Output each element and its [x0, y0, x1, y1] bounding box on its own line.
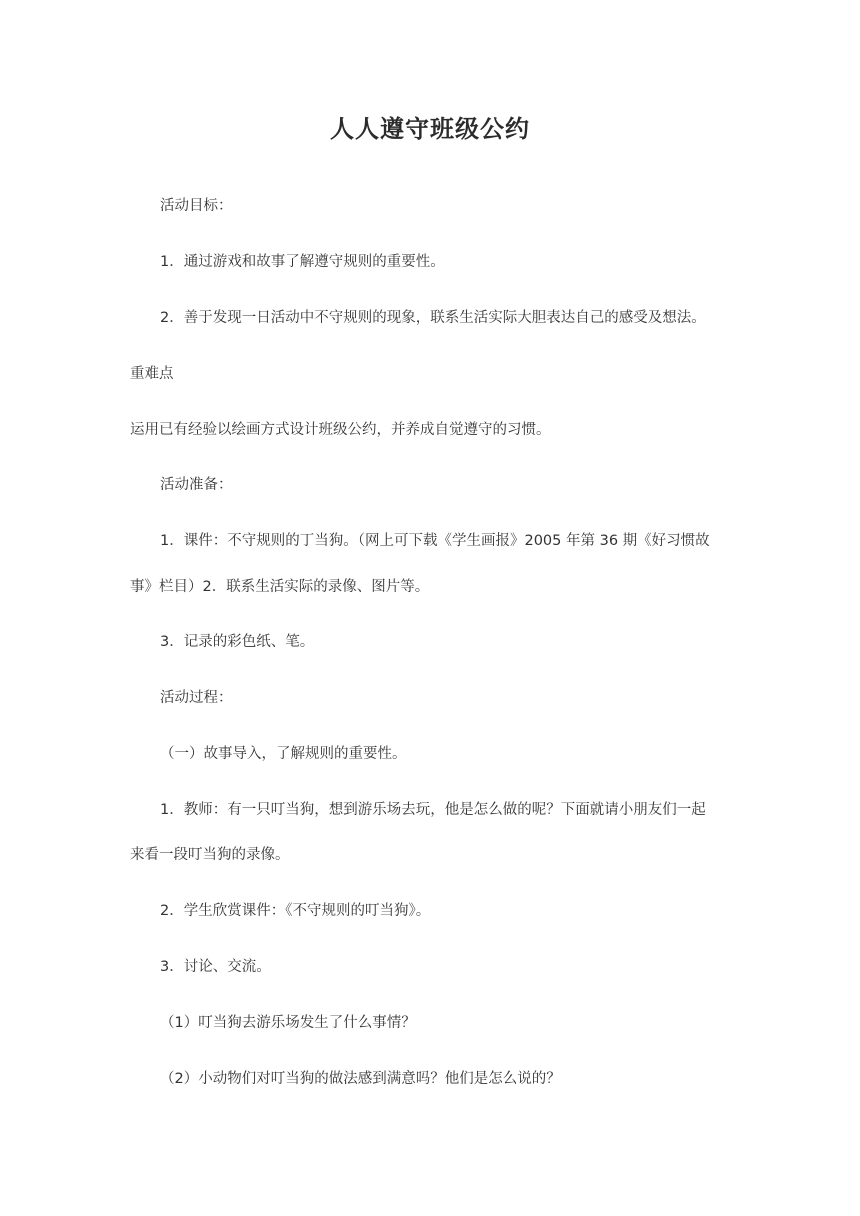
paragraph-line: 1．教师：有一只叮当狗，想到游乐场去玩，他是怎么做的呢？下面就请小朋友们一起	[160, 802, 706, 818]
paragraph-line: 运用已有经验以绘画方式设计班级公约，并养成自觉遵守的习惯。	[130, 422, 551, 438]
section-heading: 重难点	[130, 366, 174, 382]
paragraph-line: 2．学生欣赏课件：《不守规则的叮当狗》。	[160, 903, 431, 919]
paragraph-line: 活动准备：	[160, 477, 233, 493]
paragraph-line: 活动过程：	[160, 690, 233, 706]
paragraph-line: 事》栏目）2．联系生活实际的录像、图片等。	[130, 579, 430, 595]
paragraph-line: 1．课件：不守规则的丁当狗。（网上可下载《学生画报》2005 年第 36 期《好习惯故	[160, 533, 710, 549]
paragraph-line: 2．善于发现一日活动中不守规则的现象，联系生活实际大胆表达自己的感受及想法。	[160, 310, 706, 326]
paragraph-line: 来看一段叮当狗的录像。	[130, 847, 290, 863]
paragraph-line: 3．记录的彩色纸、笔。	[160, 634, 315, 650]
paragraph-line: （2）小动物们对叮当狗的做法感到满意吗？他们是怎么说的？	[160, 1071, 561, 1087]
paragraph-line: （一）故事导入，了解规则的重要性。	[160, 746, 407, 762]
paragraph-line: 活动目标：	[160, 198, 233, 214]
document-title: 人人遵守班级公约	[330, 115, 530, 143]
paragraph-line: 1．通过游戏和故事了解遵守规则的重要性。	[160, 254, 445, 270]
paragraph-line: （1）叮当狗去游乐场发生了什么事情？	[160, 1015, 416, 1031]
paragraph-line: 3．讨论、交流。	[160, 959, 271, 975]
